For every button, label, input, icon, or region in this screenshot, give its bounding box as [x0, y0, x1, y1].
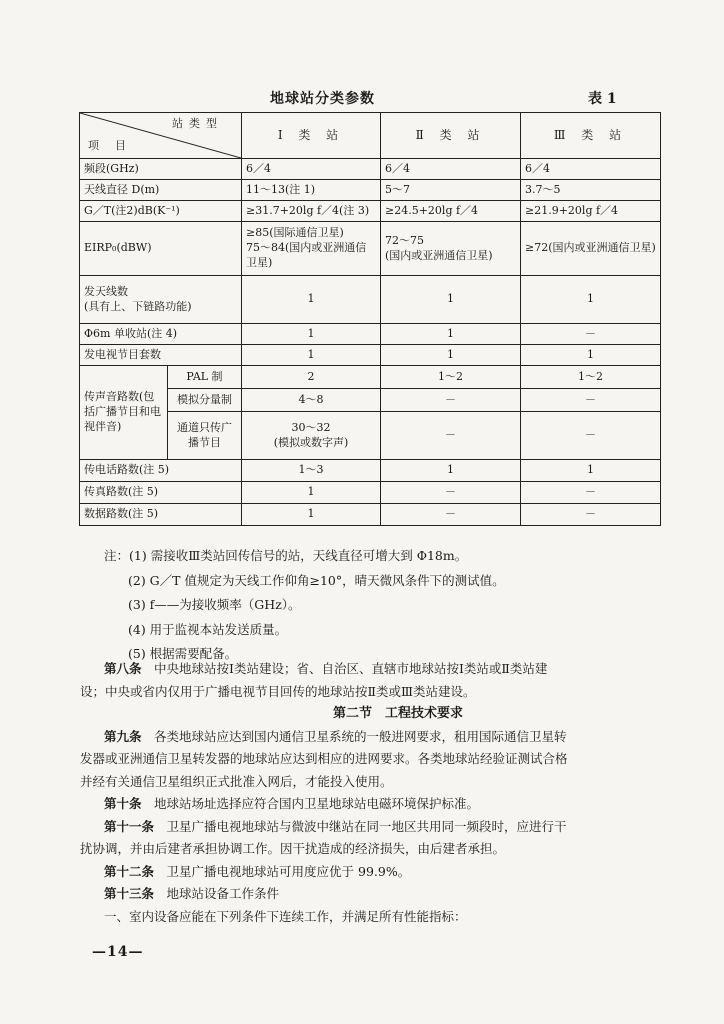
- list-item: 一、室内设备应能在下列条件下连续工作，并满足所有性能指标：: [104, 908, 467, 924]
- table-header-row: [80, 113, 661, 159]
- cell-line: 72～75: [385, 233, 424, 247]
- article-label: 第八条: [104, 661, 142, 676]
- article-text: 卫星广播电视地球站与微波中继站在同一地区共用同一频段时，应进行干: [166, 818, 567, 834]
- header-station-type: 站类型: [172, 117, 223, 130]
- table-row: [80, 366, 661, 389]
- cell-line: 30～32: [291, 420, 331, 434]
- row-label: EIRP₀(dBW): [80, 222, 242, 276]
- article-label: 第十二条: [104, 863, 155, 879]
- note-line: [104, 544, 664, 569]
- article-9: [104, 726, 652, 749]
- cell: －: [521, 389, 661, 412]
- table-row: [80, 276, 661, 324]
- article-label: 第九条: [104, 728, 142, 744]
- article-11: [104, 816, 652, 839]
- cell: [242, 222, 381, 276]
- cell: 1: [242, 324, 381, 345]
- cell: 11～13(注 1): [242, 180, 381, 201]
- cell: －: [381, 389, 521, 412]
- page-number: —14—: [92, 944, 144, 960]
- row-label: 天线直径 D(m): [80, 180, 242, 201]
- table-row: [80, 389, 661, 412]
- cell: 1～2: [521, 366, 661, 389]
- header-class3: Ⅲ 类 站: [521, 113, 661, 159]
- cell: 1: [381, 345, 521, 366]
- article-label: 第十一条: [104, 818, 155, 834]
- cell: 1: [521, 345, 661, 366]
- cell: －: [381, 482, 521, 504]
- article-10: [104, 793, 652, 816]
- cell: 4～8: [242, 389, 381, 412]
- row-label: [80, 276, 242, 324]
- notes-prefix: 注：: [104, 548, 130, 563]
- cell: 1: [242, 276, 381, 324]
- article-11-cont: 扰协调，并由后建者承担协调工作。因干扰造成的经济损失，由后建者承担。: [80, 841, 506, 856]
- article-8: [104, 658, 652, 681]
- table-notes: [104, 544, 664, 667]
- cell: 2: [242, 366, 381, 389]
- table-title: 地球站分类参数: [270, 91, 375, 107]
- row-label: G／T(注2)dB(K⁻¹): [80, 201, 242, 222]
- cell: －: [521, 412, 661, 460]
- cell: 1: [381, 460, 521, 482]
- table-row: [80, 460, 661, 482]
- row-label: 传真路数(注 5): [80, 482, 242, 504]
- cell: 1: [521, 460, 661, 482]
- cell: 1～2: [381, 366, 521, 389]
- article-12: [104, 861, 652, 884]
- article-label: 第十三条: [104, 886, 155, 901]
- header-item: 项目: [88, 139, 142, 153]
- row-label: 数据路数(注 5): [80, 504, 242, 526]
- article-text: 中央地球站按Ⅰ类站建设；省、自治区、直辖市地球站按Ⅰ类站或Ⅱ类站建: [154, 661, 548, 676]
- cell: 6／4: [521, 159, 661, 180]
- cell-line: (国内或亚洲通信卫星): [385, 248, 493, 262]
- table-number: 表 1: [588, 91, 617, 107]
- article-9-cont: 发器或亚洲通信卫星转发器的地球站应达到相应的进网要求。各类地球站经验证测试合格: [80, 751, 568, 766]
- cell: [381, 222, 521, 276]
- article-8-cont: 设；中央或省内仅用于广播电视节目回传的地球站按Ⅱ类或Ⅲ类站建设。: [80, 683, 476, 699]
- body-text: [80, 658, 652, 928]
- table-row: [80, 201, 661, 222]
- article-text: 各类地球站应达到国内通信卫星系统的一般进网要求，租用国际通信卫星转: [154, 728, 567, 744]
- row-label-line: 发天线数: [84, 284, 128, 298]
- table-row: [80, 412, 661, 460]
- cell: －: [521, 504, 661, 526]
- note-item: (4) 用于监视本站发送质量。: [128, 621, 288, 637]
- audio-sub-label: PAL 制: [168, 366, 242, 389]
- cell: －: [521, 482, 661, 504]
- audio-group-label: 传声音路数(包括广播节目和电视伴音): [80, 366, 168, 460]
- article-text: 地球站设备工作条件: [166, 886, 280, 901]
- table-row: [80, 222, 661, 276]
- table-row: [80, 504, 661, 526]
- cell: [242, 412, 381, 460]
- note-item: (5) 根据需要配备。: [128, 646, 238, 661]
- row-label-line: (具有上、下链路功能): [84, 299, 192, 313]
- cell-line: 75～84(国内或亚洲通信卫星): [246, 241, 367, 269]
- cell: －: [521, 324, 661, 345]
- audio-sub-label: 通道只传广播节目: [168, 412, 242, 460]
- table-row: [80, 345, 661, 366]
- cell: －: [381, 504, 521, 526]
- cell: ≥21.9+20lg f／4: [521, 201, 661, 222]
- section-heading: 第二节 工程技术要求: [332, 706, 463, 721]
- cell: 1: [242, 345, 381, 366]
- row-label: 发电视节目套数: [80, 345, 242, 366]
- cell-line: ≥85(国际通信卫星): [246, 226, 344, 240]
- article-13: [104, 883, 652, 906]
- cell: 3.7～5: [521, 180, 661, 201]
- cell: ≥24.5+20lg f／4: [381, 201, 521, 222]
- note-item: (2) G／T 值规定为天线工作仰角≥10°，晴天微风条件下的测试值。: [128, 572, 505, 588]
- diagonal-header-cell: [80, 113, 242, 159]
- article-label: 第十条: [104, 796, 142, 811]
- cell-line: (模拟或数字声): [273, 435, 349, 449]
- cell: 1: [381, 324, 521, 345]
- cell: 1: [242, 482, 381, 504]
- cell: 6／4: [381, 159, 521, 180]
- table-row: [80, 180, 661, 201]
- classification-table: [79, 112, 661, 526]
- cell: －: [381, 412, 521, 460]
- cell: ≥31.7+20lg f／4(注 3): [242, 201, 381, 222]
- note-item: (3) f——为接收频率（GHz）。: [128, 597, 301, 612]
- audio-sub-label: 模拟分量制: [168, 389, 242, 412]
- article-text: 卫星广播电视地球站可用度应优于 99.9%。: [166, 863, 411, 879]
- cell: 1～3: [242, 460, 381, 482]
- table-row: [80, 482, 661, 504]
- cell: 5～7: [381, 180, 521, 201]
- note-item: (1) 需接收Ⅲ类站回传信号的站，天线直径可增大到 Φ18m。: [129, 548, 468, 563]
- header-class1: Ⅰ 类 站: [242, 113, 381, 159]
- article-text: 地球站场址选择应符合国内卫星地球站电磁环境保护标准。: [154, 796, 480, 811]
- table-row: [80, 324, 661, 345]
- row-label: 传电话路数(注 5): [80, 460, 242, 482]
- table-row: [80, 159, 661, 180]
- article-9-cont: 并经有关通信卫星组织正式批准入网后，才能投入使用。: [80, 773, 393, 789]
- cell: ≥72(国内或亚洲通信卫星): [521, 222, 661, 276]
- row-label: Φ6m 单收站(注 4): [80, 324, 242, 345]
- cell: 6／4: [242, 159, 381, 180]
- cell: 1: [381, 276, 521, 324]
- row-label: 频段(GHz): [80, 159, 242, 180]
- cell: 1: [521, 276, 661, 324]
- header-class2: Ⅱ 类 站: [381, 113, 521, 159]
- cell: 1: [242, 504, 381, 526]
